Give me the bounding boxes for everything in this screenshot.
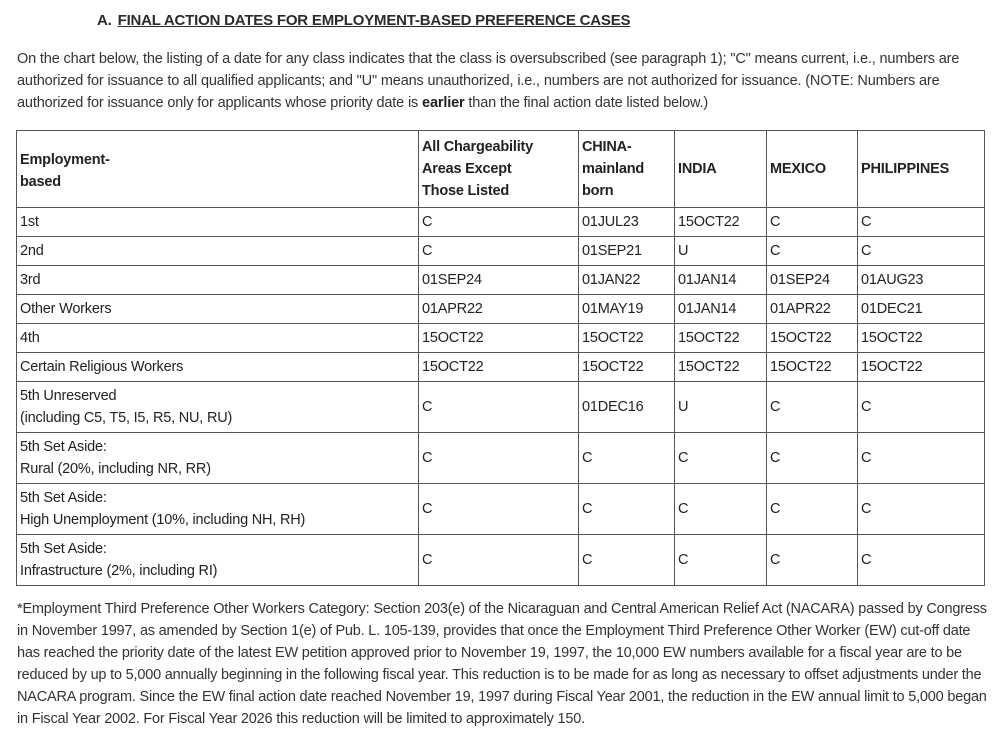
date-cell: C — [579, 433, 675, 484]
header-line: based — [20, 174, 61, 190]
table-row — [17, 295, 985, 324]
header-line: Areas Except — [422, 161, 512, 177]
row-label-line: 5th Unreserved — [20, 388, 117, 404]
row-label-line: 5th Set Aside: — [20, 490, 107, 506]
row-label-line: (including C5, T5, I5, R5, NU, RU) — [20, 410, 233, 426]
table-header — [17, 131, 985, 208]
date-cell: 01SEP24 — [419, 266, 579, 295]
header-india — [675, 131, 767, 208]
date-cell: 15OCT22 — [579, 324, 675, 353]
row-label-cell — [17, 237, 419, 266]
table-row — [17, 535, 985, 586]
date-cell: 01JAN14 — [675, 266, 767, 295]
date-cell: U — [675, 237, 767, 266]
date-cell: 15OCT22 — [675, 324, 767, 353]
header-mexico — [767, 131, 858, 208]
header-all-chargeability — [419, 131, 579, 208]
header-line: INDIA — [678, 161, 717, 177]
date-cell: C — [419, 382, 579, 433]
table-row — [17, 208, 985, 237]
date-cell: 15OCT22 — [675, 353, 767, 382]
date-cell: 01SEP24 — [767, 266, 858, 295]
date-cell: 01DEC16 — [579, 382, 675, 433]
row-label-cell — [17, 535, 419, 586]
header-line: Those Listed — [422, 183, 510, 199]
date-cell: C — [767, 237, 858, 266]
date-cell: C — [419, 484, 579, 535]
row-label-line: 5th Set Aside: — [20, 541, 107, 557]
row-label-line: Rural (20%, including NR, RR) — [20, 461, 211, 477]
row-label-line: High Unemployment (10%, including NH, RH) — [20, 512, 306, 528]
date-cell: 15OCT22 — [858, 324, 985, 353]
row-label-line: 4th — [20, 330, 40, 346]
intro-emphasis: earlier — [422, 95, 465, 111]
row-label-cell — [17, 353, 419, 382]
date-cell: C — [675, 535, 767, 586]
date-cell: 01APR22 — [419, 295, 579, 324]
date-cell: 01MAY19 — [579, 295, 675, 324]
date-cell: C — [858, 208, 985, 237]
date-cell: 15OCT22 — [767, 353, 858, 382]
row-label-line: Infrastructure (2%, including RI) — [20, 563, 218, 579]
intro-paragraph — [17, 48, 992, 114]
section-heading — [97, 12, 630, 29]
header-line: born — [582, 183, 614, 199]
date-cell: C — [419, 535, 579, 586]
date-cell: C — [419, 208, 579, 237]
date-cell: C — [767, 484, 858, 535]
date-cell: 15OCT22 — [858, 353, 985, 382]
date-cell: C — [675, 484, 767, 535]
date-cell: C — [419, 433, 579, 484]
row-label-cell — [17, 324, 419, 353]
date-cell: 01AUG23 — [858, 266, 985, 295]
date-cell: C — [858, 535, 985, 586]
row-label-line: 2nd — [20, 243, 44, 259]
date-cell: 01APR22 — [767, 295, 858, 324]
date-cell: C — [858, 484, 985, 535]
row-label-cell — [17, 208, 419, 237]
row-label-line: Certain Religious Workers — [20, 359, 184, 375]
date-cell: 01JAN22 — [579, 266, 675, 295]
date-cell: 01JAN14 — [675, 295, 767, 324]
row-label-cell — [17, 433, 419, 484]
intro-text-part1: On the chart below, the listing of a date for any class indicates that the class is oversubscribed (see paragraph 1); "C" means current, i.e., numbers are authorized for issuance to all qualified applicants; and "U" means unauthorized, i.e., numbers are not authorized for issuance. (NOTE: Numbers are authorized for issuance only for applicants whose priority date is — [17, 51, 960, 111]
date-cell: C — [675, 433, 767, 484]
date-cell: U — [675, 382, 767, 433]
table-body — [17, 208, 985, 586]
date-cell: C — [579, 535, 675, 586]
table-row — [17, 266, 985, 295]
row-label-line: 1st — [20, 214, 39, 230]
table-row — [17, 324, 985, 353]
row-label-line: 5th Set Aside: — [20, 439, 107, 455]
date-cell: C — [767, 208, 858, 237]
final-action-dates-table — [16, 130, 985, 586]
row-label-cell — [17, 484, 419, 535]
row-label-line: Other Workers — [20, 301, 112, 317]
header-line: PHILIPPINES — [861, 161, 950, 177]
header-line: mainland — [582, 161, 645, 177]
date-cell: 01JUL23 — [579, 208, 675, 237]
header-china — [579, 131, 675, 208]
row-label-cell — [17, 295, 419, 324]
date-cell: C — [767, 433, 858, 484]
date-cell: 15OCT22 — [579, 353, 675, 382]
row-label-cell — [17, 382, 419, 433]
section-title: FINAL ACTION DATES FOR EMPLOYMENT-BASED PREFERENCE CASES — [117, 12, 631, 29]
header-line: MEXICO — [770, 161, 826, 177]
date-cell: C — [858, 237, 985, 266]
header-line: CHINA- — [582, 139, 632, 155]
date-cell: 01DEC21 — [858, 295, 985, 324]
table-row — [17, 433, 985, 484]
date-cell: 15OCT22 — [419, 353, 579, 382]
table-row — [17, 382, 985, 433]
date-cell: 15OCT22 — [767, 324, 858, 353]
header-line: All Chargeability — [422, 139, 534, 155]
date-cell: C — [767, 382, 858, 433]
header-line: Employment- — [20, 152, 110, 168]
date-cell: C — [579, 484, 675, 535]
section-number: A. — [97, 12, 112, 29]
date-cell: C — [767, 535, 858, 586]
date-cell: 01SEP21 — [579, 237, 675, 266]
row-label-line: 3rd — [20, 272, 41, 288]
header-row — [17, 131, 985, 208]
date-cell: 15OCT22 — [419, 324, 579, 353]
date-cell: C — [419, 237, 579, 266]
header-philippines — [858, 131, 985, 208]
header-employment-based — [17, 131, 419, 208]
table-row — [17, 237, 985, 266]
intro-text-part2: than the final action date listed below.) — [464, 95, 709, 111]
row-label-cell — [17, 266, 419, 295]
footnote-paragraph: *Employment Third Preference Other Workers Category: Section 203(e) of the Nicaraguan and Central American Relief Act (NACARA) passed by Congress in November 1997, as amended by Section 1(e) of Pub. L. 105-139, provides that once the Employment Third Preference Other Worker (EW) cut-off date has reached the priority date of the latest EW petition approved prior to November 19, 1997, the 10,000 EW numbers available for a fiscal year are to be reduced by up to 5,000 annually beginning in the following fiscal year. This reduction is to be made for as long as necessary to offset adjustments under the NACARA program. Since the EW final action date reached November 19, 1997 during Fiscal Year 2001, the reduction in the EW annual limit to 5,000 began in Fiscal Year 2002. For Fiscal Year 2026 this reduction will be limited to approximately 150. — [17, 601, 987, 727]
table-row — [17, 484, 985, 535]
table-row — [17, 353, 985, 382]
date-cell: C — [858, 433, 985, 484]
date-cell: C — [858, 382, 985, 433]
date-cell: 15OCT22 — [675, 208, 767, 237]
